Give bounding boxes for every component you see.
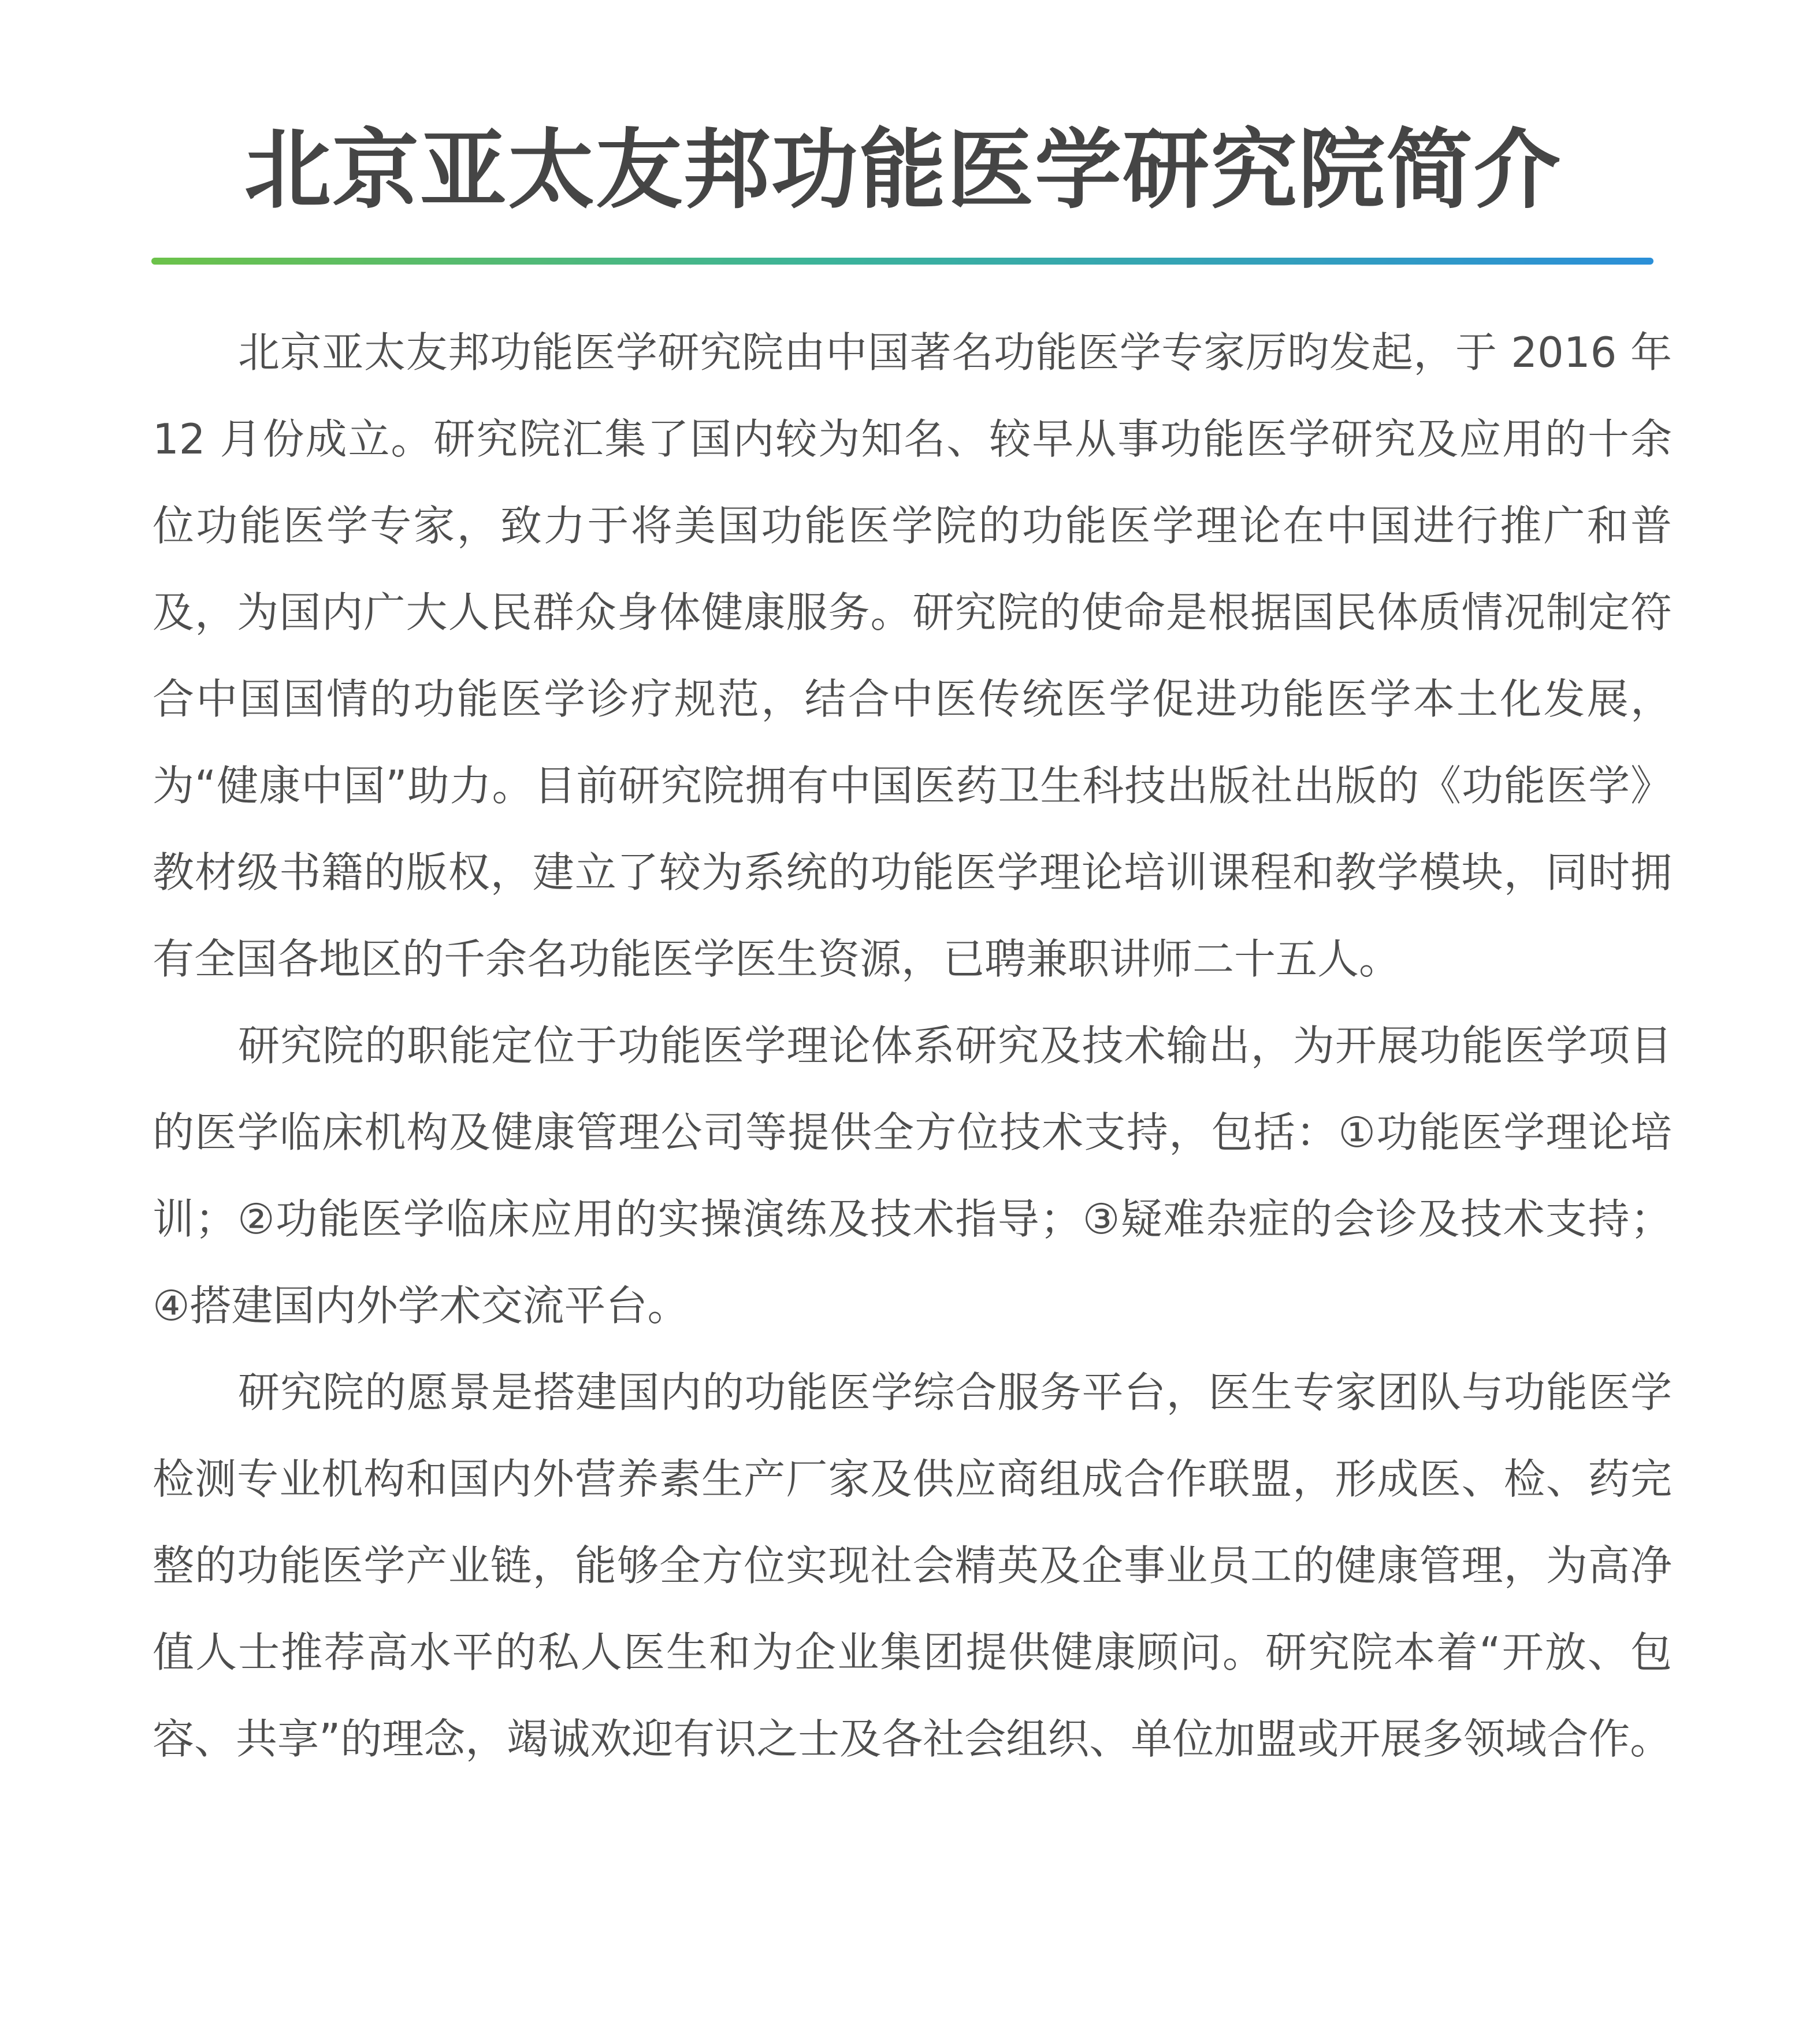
- page-title: 北京亚太友邦功能医学研究院简介: [244, 120, 1562, 221]
- paragraph-intro: 北京亚太友邦功能医学研究院由中国著名功能医学专家厉昀发起，于 2016 年 12 月份成立。研究院汇集了国内较为知名、较早从事功能医学研究及应用的十余位功能医学专家，致力于将美国功能医学院的功能医学理论在中国进行推广和普及，为国内广大人民群众身体健康服务。研究院的使命是根据国民体质情况制定符合中国国情的功能医学诊疗规范，结合中医传统医学促进功能医学本土化发展，为“健康中国”助力。目前研究院拥有中国医药卫生科技出版社出版的《功能医学》教材级书籍的版权，建立了较为系统的功能医学理论培训课程和教学模块，同时拥有全国各地区的千余名功能医学医生资源，已聘兼职讲师二十五人。: [153, 328, 1672, 983]
- paragraph-vision: 研究院的愿景是搭建国内的功能医学综合服务平台，医生专家团队与功能医学检测专业机构和国内外营养素生产厂家及供应商组成合作联盟，形成医、检、药完整的功能医学产业链，能够全方位实现社会精英及企事业员工的健康管理，为高净值人士推荐高水平的私人医生和为企业集团提供健康顾问。研究院本着“开放、包容、共享”的理念，竭诚欢迎有识之士及各社会组织、单位加盟或开展多领域合作。: [153, 1368, 1672, 1763]
- paragraph-functions: 研究院的职能定位于功能医学理论体系研究及技术输出，为开展功能医学项目的医学临床机构及健康管理公司等提供全方位技术支持，包括：①功能医学理论培训；②功能医学临床应用的实操演练及技术指导；③疑难杂症的会诊及技术支持；④搭建国内外学术交流平台。: [153, 1021, 1672, 1330]
- title-divider: [151, 258, 1653, 265]
- body-content: [153, 309, 1672, 1782]
